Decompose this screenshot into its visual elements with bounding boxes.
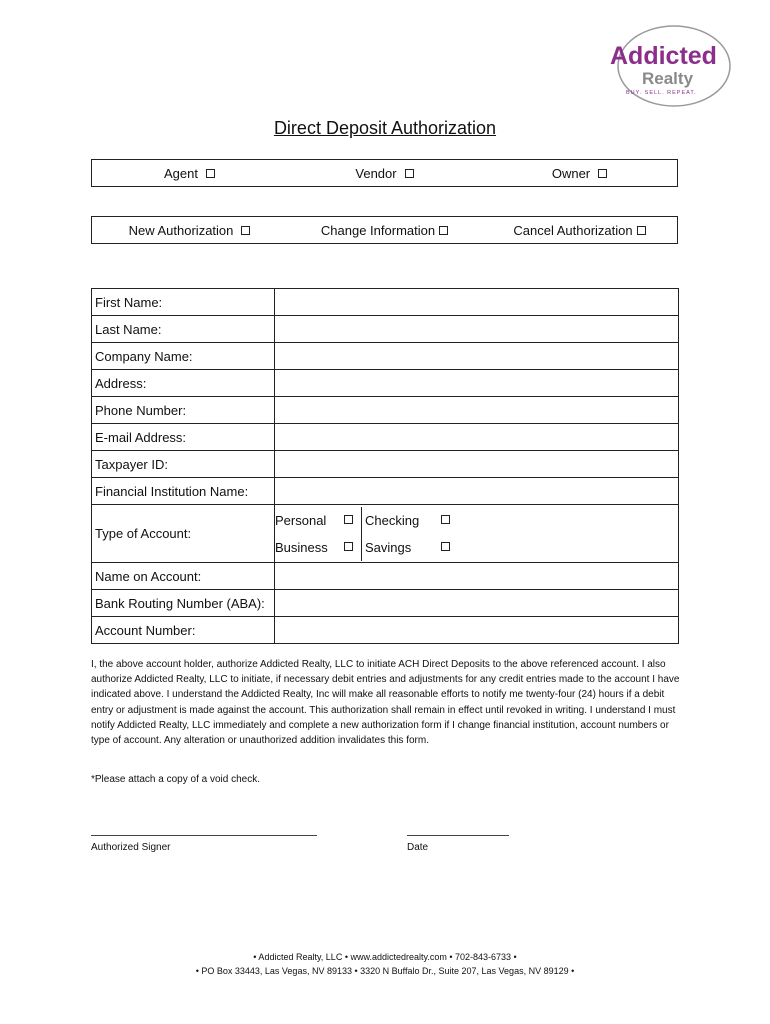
checking-label: Checking [365, 512, 420, 528]
action-option-cancel[interactable] [482, 223, 677, 238]
signer-label: Authorized Signer [91, 842, 171, 853]
action-option-new[interactable] [92, 223, 287, 238]
business-label: Business [275, 539, 328, 555]
account-type-checking[interactable] [362, 507, 458, 534]
checkbox-icon[interactable] [441, 542, 450, 551]
action-option-change[interactable] [287, 223, 482, 238]
account-type-personal[interactable] [272, 507, 362, 534]
logo-brand-bottom: Realty [642, 69, 694, 88]
checkbox-icon[interactable] [241, 226, 250, 235]
routing-number-label: Bank Routing Number (ABA): [92, 590, 275, 617]
role-option-agent[interactable] [92, 166, 287, 181]
address-label: Address: [92, 370, 275, 397]
checkbox-icon[interactable] [206, 169, 215, 178]
role-label-owner: Owner [551, 165, 591, 181]
first-name-label: First Name: [92, 289, 275, 316]
company-name-label: Company Name: [92, 343, 275, 370]
footer-line-1: • Addicted Realty, LLC • www.addictedrealty.com • 702-843-6733 • [253, 952, 517, 962]
address-field[interactable] [275, 370, 679, 397]
savings-label: Savings [365, 539, 412, 555]
logo-tagline: BUY. SELL. REPEAT. [626, 90, 697, 96]
action-label-cancel: Cancel Authorization [513, 222, 633, 238]
account-type-savings[interactable] [362, 534, 458, 561]
checkbox-icon[interactable] [441, 515, 450, 524]
checkbox-icon[interactable] [344, 515, 353, 524]
type-of-account-label: Type of Account: [92, 505, 275, 563]
last-name-label: Last Name: [92, 316, 275, 343]
action-label-new: New Authorization [128, 222, 234, 238]
first-name-field[interactable] [275, 289, 679, 316]
personal-label: Personal [275, 512, 327, 528]
last-name-field[interactable] [275, 316, 679, 343]
action-label-change: Change Information [320, 222, 436, 238]
signer-signature-line[interactable] [91, 835, 317, 836]
void-check-note: *Please attach a copy of a void check. [91, 774, 260, 785]
financial-institution-label: Financial Institution Name: [92, 478, 275, 505]
financial-institution-field[interactable] [275, 478, 679, 505]
role-label-vendor: Vendor [355, 165, 397, 181]
role-option-vendor[interactable] [287, 166, 482, 181]
checkbox-icon[interactable] [344, 542, 353, 551]
footer-line-2: • PO Box 33443, Las Vegas, NV 89133 • 3320 N Buffalo Dr., Suite 207, Las Vegas, NV 89129 • [195, 966, 575, 976]
phone-number-label: Phone Number: [92, 397, 275, 424]
account-type-business[interactable] [272, 534, 362, 561]
name-on-account-field[interactable] [275, 563, 679, 590]
addicted-realty-logo [608, 24, 732, 108]
company-name-field[interactable] [275, 343, 679, 370]
taxpayer-id-label: Taxpayer ID: [92, 451, 275, 478]
date-line[interactable] [407, 835, 509, 836]
taxpayer-id-field[interactable] [275, 451, 679, 478]
role-label-agent: Agent [164, 165, 198, 181]
phone-number-field[interactable] [275, 397, 679, 424]
account-number-field[interactable] [275, 617, 679, 644]
account-number-label: Account Number: [92, 617, 275, 644]
checkbox-icon[interactable] [598, 169, 607, 178]
page-title: Direct Deposit Authorization [273, 118, 497, 138]
name-on-account-label: Name on Account: [92, 563, 275, 590]
type-of-account-options [275, 505, 679, 563]
date-label: Date [407, 842, 429, 853]
routing-number-field[interactable] [275, 590, 679, 617]
role-option-owner[interactable] [482, 166, 677, 181]
logo-brand-top: Addicted [610, 42, 717, 70]
checkbox-icon[interactable] [439, 226, 448, 235]
checkbox-icon[interactable] [405, 169, 414, 178]
email-field[interactable] [275, 424, 679, 451]
authorization-text: I, the above account holder, authorize Addicted Realty, LLC to initiate ACH Direct Deposits to the above referenced account. I also authorize Addicted Realty, LLC to initiate, if necessary debit entries and adjustments for any credit entries made to the account I have indicated above. I understand the Addicted Realty, Inc will make all reasonable efforts to notify me twenty-four (24) hours if a debit entry or adjustment is made against the account. This authorization shall remain in effect until revoked in writing. I understand I must notify Addicted Realty, LLC immediately and complete a new authorization form if I change financial institution, account numbers or type of account. Any alteration or unauthorized addition invalidates this form. [91, 659, 680, 747]
checkbox-icon[interactable] [637, 226, 646, 235]
account-info-table [91, 288, 679, 644]
email-label: E-mail Address: [92, 424, 275, 451]
role-options [91, 159, 678, 187]
action-options [91, 216, 678, 244]
